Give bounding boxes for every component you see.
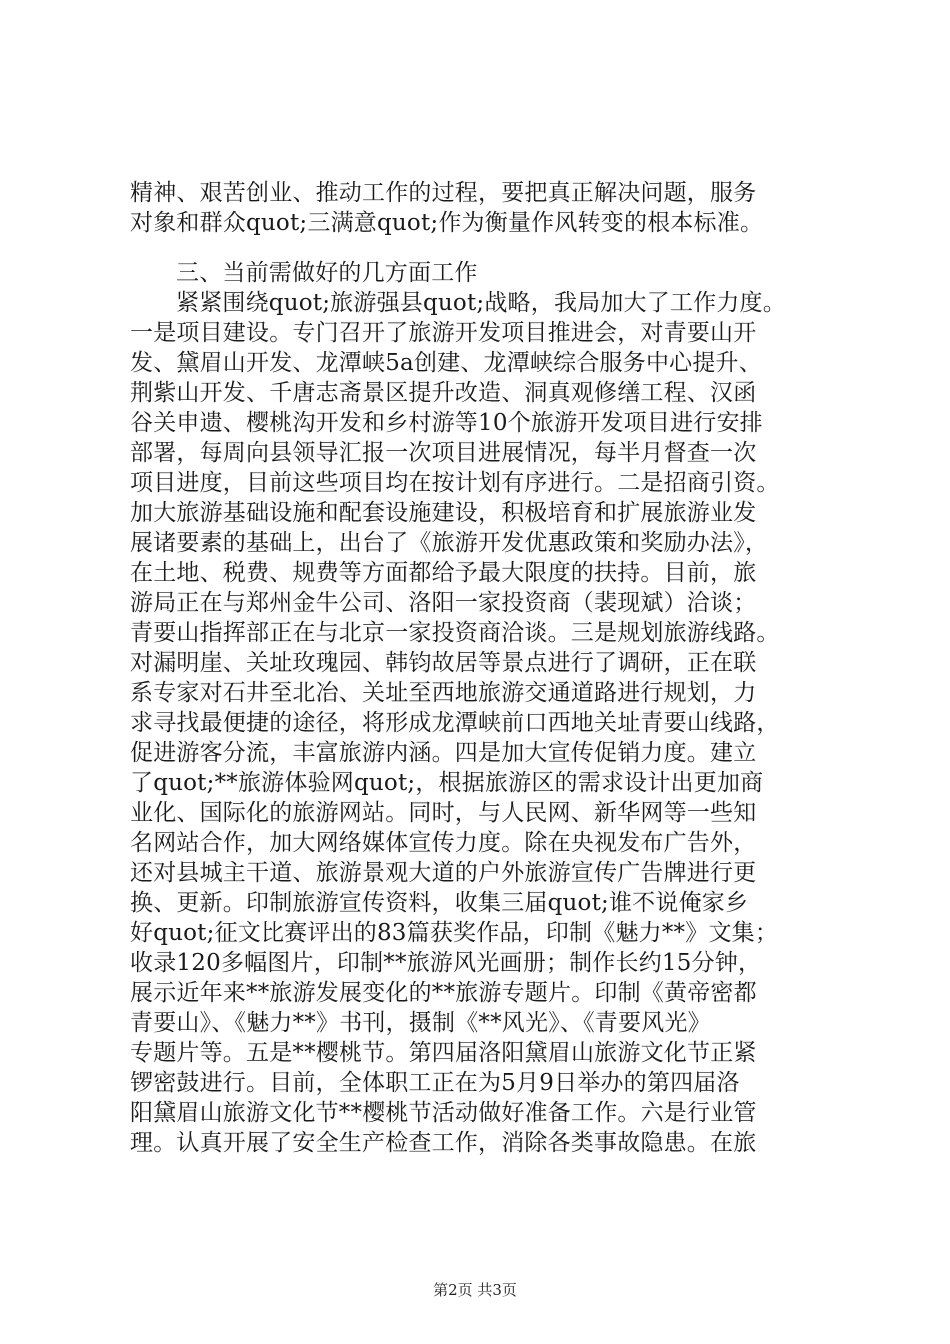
text-line: 在土地、税费、规费等方面都给予最大限度的扶持。目前，旅 [130, 560, 757, 586]
text-line: 促进游客分流，丰富旅游内涵。四是加大宣传促销力度。建立 [130, 740, 757, 766]
text-line: 收录120多幅图片，印制**旅游风光画册；制作长约15分钟， [130, 950, 762, 976]
text-line: 展示近年来**旅游发展变化的**旅游专题片。印制《黄帝密都 [130, 980, 757, 1006]
text-line: 求寻找最便捷的途径，将形成龙潭峡前口西地关址青要山线路， [130, 710, 780, 736]
page-number: 第2页 共3页 [433, 1281, 517, 1299]
text-line: 了quot;**旅游体验网quot;，根据旅游区的需求设计出更加商 [130, 770, 764, 796]
text-line: 对象和群众quot;三满意quot;作为衡量作风转变的根本标准。 [130, 210, 764, 236]
text-line: 名网站合作，加大网络媒体宣传力度。除在央视发布广告外， [130, 830, 757, 856]
text-line: 锣密鼓进行。目前，全体职工正在为5月9日举办的第四届洛 [130, 1070, 740, 1096]
text-line: 部署，每周向县领导汇报一次项目进展情况，每半月督查一次 [130, 440, 757, 466]
text-line: 项目进度，目前这些项目均在按计划有序进行。二是招商引资。 [130, 470, 780, 496]
text-line: 对漏明崖、关址玫瑰园、韩钧故居等景点进行了调研，正在联 [130, 650, 757, 676]
text-line: 加大旅游基础设施和配套设施建设，积极培育和扩展旅游业发 [130, 500, 757, 526]
text-line: 青要山指挥部正在与北京一家投资商洽谈。三是规划旅游线路。 [130, 620, 780, 646]
section-heading: 三、当前需做好的几方面工作 [176, 260, 478, 286]
text-line: 好quot;征文比赛评出的83篇获奖作品，印制《魅力**》文集； [130, 920, 779, 946]
text-line: 还对县城主干道、旅游景观大道的户外旅游宣传广告牌进行更 [130, 860, 757, 886]
text-line: 一是项目建设。专门召开了旅游开发项目推进会，对青要山开 [130, 320, 757, 346]
text-line: 发、黛眉山开发、龙潭峡5a创建、龙潭峡综合服务中心提升、 [130, 350, 762, 376]
text-line: 青要山》、《魅力**》书刊，摄制《**风光》、《青要风光》 [130, 1010, 711, 1036]
text-line: 紧紧围绕quot;旅游强县quot;战略，我局加大了工作力度。 [176, 290, 786, 316]
text-line: 系专家对石井至北冶、关址至西地旅游交通道路进行规划，力 [130, 680, 757, 706]
text-line: 游局正在与郑州金牛公司、洛阳一家投资商（裴现斌）洽谈； [130, 590, 757, 616]
text-line: 荆紫山开发、千唐志斋景区提升改造、洞真观修缮工程、汉函 [130, 380, 757, 406]
text-line: 展诸要素的基础上，出台了《旅游开发优惠政策和奖励办法》， [130, 530, 769, 556]
text-line: 业化、国际化的旅游网站。同时，与人民网、新华网等一些知 [130, 800, 757, 826]
text-line: 理。认真开展了安全生产检查工作，消除各类事故隐患。在旅 [130, 1130, 757, 1156]
text-line: 阳黛眉山旅游文化节**樱桃节活动做好准备工作。六是行业管 [130, 1100, 757, 1126]
text-line: 谷关申遗、樱桃沟开发和乡村游等10个旅游开发项目进行安排 [130, 410, 763, 436]
text-line: 精神、艰苦创业、推动工作的过程，要把真正解决问题，服务 [130, 180, 757, 206]
text-line: 换、更新。印制旅游宣传资料，收集三届quot;谁不说俺家乡 [130, 890, 749, 916]
text-line: 专题片等。五是**樱桃节。第四届洛阳黛眉山旅游文化节正紧 [130, 1040, 757, 1066]
